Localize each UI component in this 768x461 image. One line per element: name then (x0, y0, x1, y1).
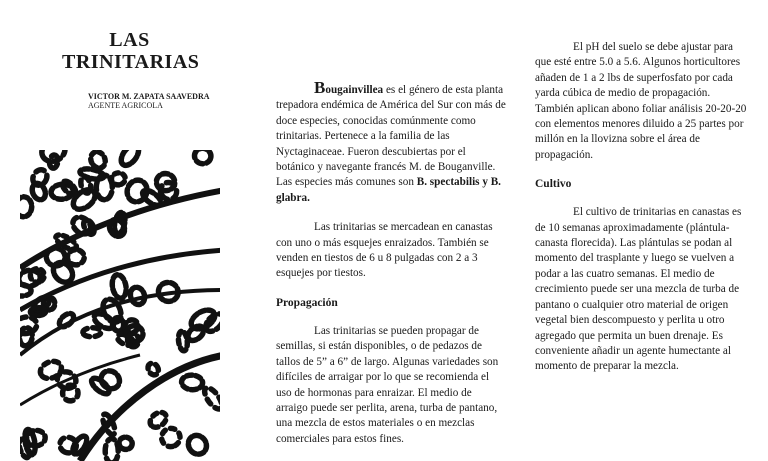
cultivo-paragraph: El cultivo de trinitarias en canastas es de 10 semanas aproximadamente (plántula-canasta florecida). Las plántulas se podan al momento del trasplante y luego se vuelven a podar a las cuatro semanas. El medio de crecimiento puede ser una mezcla de turba de pantano o cualquier otro material de origen vegetal bien descompuesto y perlita u otro agregado que permita un buen drenaje. Es conveniente añadir un agente humectante al momento de preparar la mezcla. (535, 206, 742, 373)
title-line-1: LAS (109, 29, 150, 51)
heading-propagacion: Propagación (276, 296, 338, 309)
intro-dropcap: B (314, 78, 326, 97)
marketing-paragraph: Las trinitarias se mercadean en canastas con uno o más esquejes enraizados. También se venden en tiestos de 6 u 8 pulgadas con 2 a 3 esquejes por tiestos. (276, 221, 493, 280)
bougainvillea-illustration (20, 150, 220, 461)
document-title (62, 29, 200, 73)
intro-lead-word: ougainvillea (325, 84, 384, 96)
title-line-2: TRINITARIAS (62, 51, 200, 73)
author-name: VICTOR M. ZAPATA SAAVEDRA (88, 92, 210, 101)
column-middle (276, 80, 506, 461)
intro-paragraph (276, 80, 506, 206)
heading-cultivo: Cultivo (535, 178, 572, 191)
propagacion-paragraph: Las trinitarias se pueden propagar de semillas, si están disponibles, o de pedazos de tallos de 5” a 6” de largo. Algunas variedades son difíciles de arraigar por lo que se recomienda el uso de hormonas para enraizar. El medio de arraigo puede ser perlita, arena, turba de pantano, una mezcla de estos materiales o en mezclas comerciales para estos fines. (276, 324, 499, 445)
column-right (535, 40, 750, 389)
author-role: AGENTE AGRICOLA (88, 101, 163, 110)
intro-body: es el género de esta planta trepadora endémica de América del Sur con más de doce especies, conocidas comúnmente como trinitarias. Pertenece a la familia de las Nyctaginaceae. Fueron descubiertas por el botánico y navegante francés M. de Bouganville. Las especies más comunes son (276, 84, 506, 189)
intro-species: B. spectabilis y B. glabra. (276, 176, 501, 204)
ph-paragraph: El pH del suelo se debe ajustar para que esté entre 5.0 a 5.6. Algunos horticultores añaden de 1 a 2 lbs de superfosfato por cada yarda cúbica de medio de propagación. También aplican abono foliar análisis 20-20-20 con elementos menores diluido a 25 partes por millón en la llovizna sobre el área de propagación. (535, 41, 747, 161)
